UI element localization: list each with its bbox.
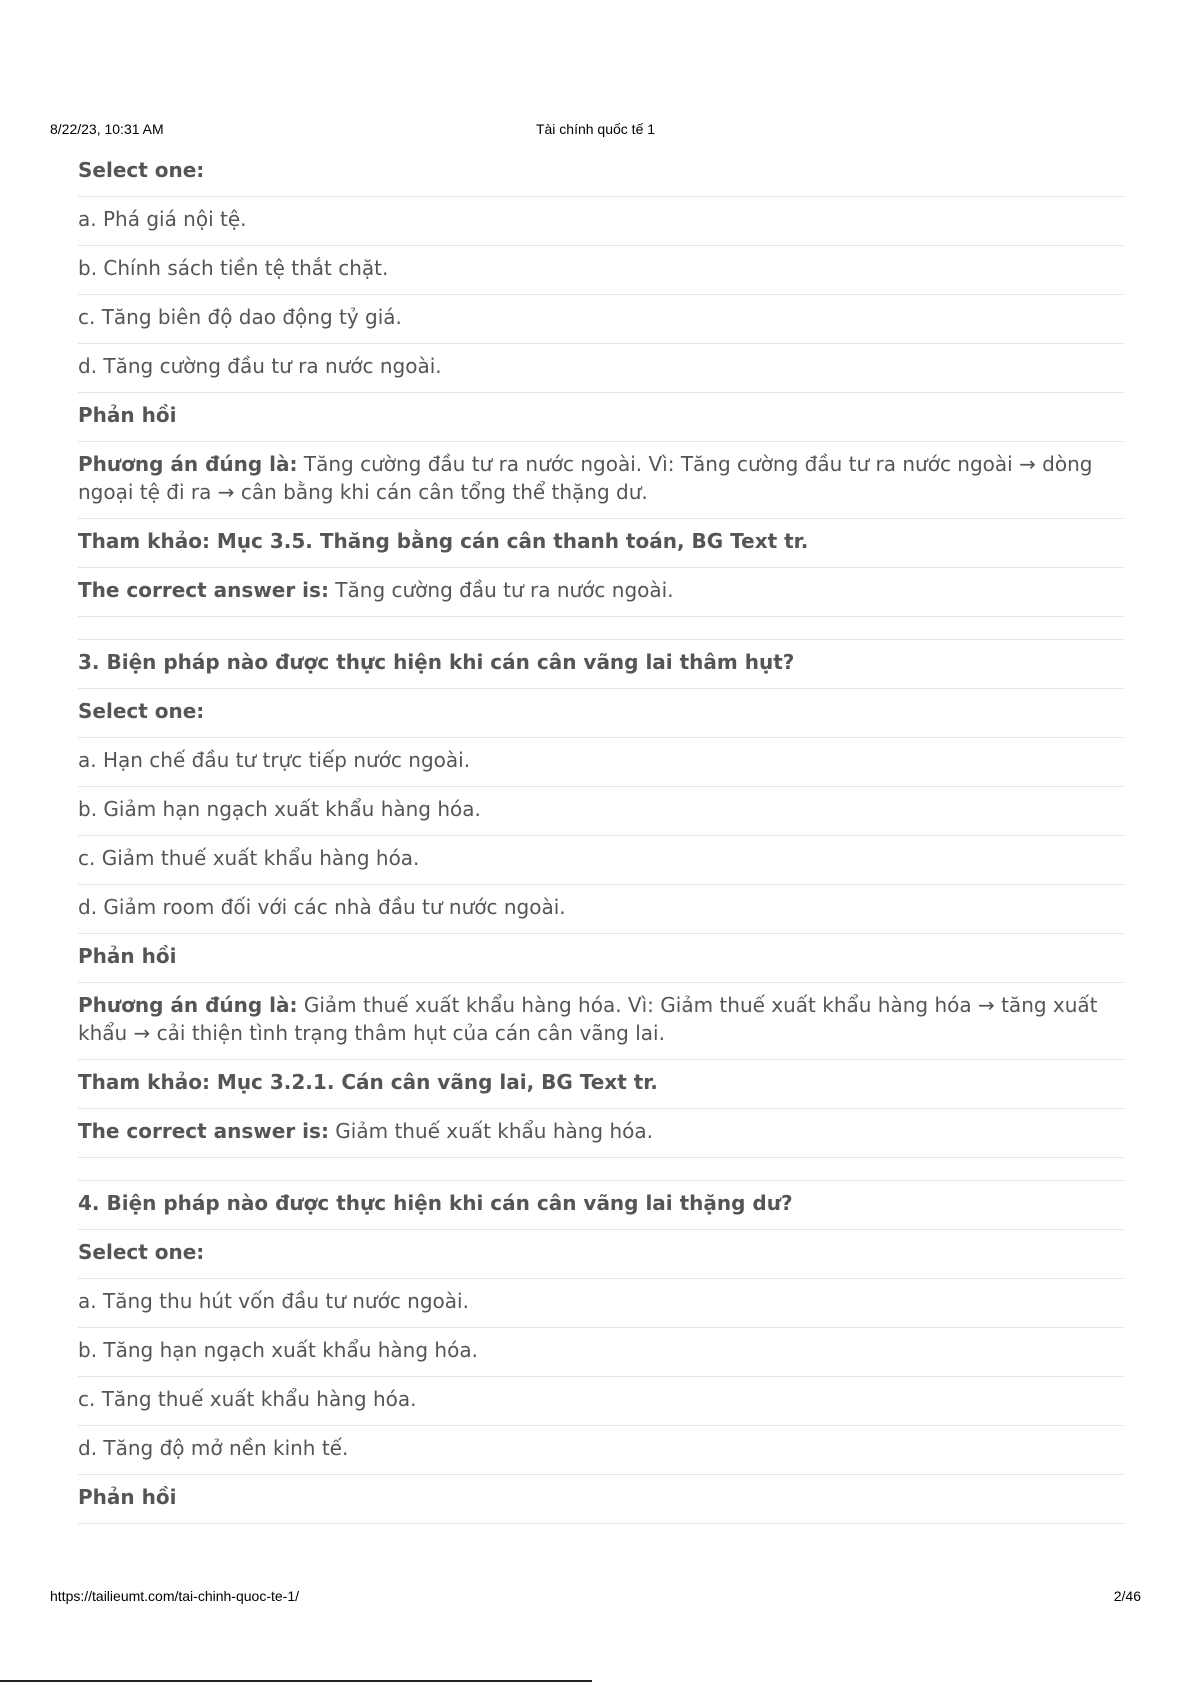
feedback-explanation	[78, 442, 1124, 519]
correct-answer	[78, 568, 1124, 617]
select-one-label: Select one:	[78, 1230, 1124, 1279]
explanation-text: Tăng cường đầu tư ra nước ngoài. Vì: Tăng cường đầu tư ra nước ngoài → dòng ngoại tệ đi ra → cân bằng khi cán cân tổng thể thặng dư.	[78, 452, 1093, 504]
answer-option[interactable]: b. Tăng hạn ngạch xuất khẩu hàng hóa.	[78, 1328, 1124, 1377]
correct-answer-label: The correct answer is:	[78, 578, 329, 602]
correct-answer-label: The correct answer is:	[78, 1119, 329, 1143]
answer-option[interactable]: c. Giảm thuế xuất khẩu hàng hóa.	[78, 836, 1124, 885]
print-url[interactable]: https://tailieumt.com/tai-chinh-quoc-te-1/	[50, 1588, 299, 1604]
quiz-content	[78, 148, 1124, 1524]
answer-option[interactable]: b. Giảm hạn ngạch xuất khẩu hàng hóa.	[78, 787, 1124, 836]
answer-option[interactable]: a. Hạn chế đầu tư trực tiếp nước ngoài.	[78, 738, 1124, 787]
print-header	[50, 121, 1141, 139]
answer-option[interactable]: d. Tăng độ mở nền kinh tế.	[78, 1426, 1124, 1475]
select-one-label: Select one:	[78, 689, 1124, 738]
print-doc-title: Tài chính quốc tế 1	[535, 121, 656, 137]
explanation-text: Giảm thuế xuất khẩu hàng hóa. Vì: Giảm thuế xuất khẩu hàng hóa → tăng xuất khẩu → cải thiện tình trạng thâm hụt của cán cân vãng lai.	[78, 993, 1098, 1045]
select-one-label: Select one:	[78, 148, 1124, 197]
print-page-number: 2/46	[1113, 1588, 1141, 1604]
reference-text: Tham khảo: Mục 3.2.1. Cán cân vãng lai, BG Text tr.	[78, 1060, 1124, 1109]
question-text: 3. Biện pháp nào được thực hiện khi cán cân vãng lai thâm hụt?	[78, 639, 1124, 689]
answer-option[interactable]: c. Tăng thuế xuất khẩu hàng hóa.	[78, 1377, 1124, 1426]
answer-option[interactable]: b. Chính sách tiền tệ thắt chặt.	[78, 246, 1124, 295]
feedback-title: Phản hồi	[78, 934, 1124, 983]
correct-answer-text: Giảm thuế xuất khẩu hàng hóa.	[328, 1119, 653, 1143]
reference-text: Tham khảo: Mục 3.5. Thăng bằng cán cân thanh toán, BG Text tr.	[78, 519, 1124, 568]
page-edge-rule	[0, 1680, 592, 1682]
correct-answer-text: Tăng cường đầu tư ra nước ngoài.	[328, 578, 674, 602]
explanation-label: Phương án đúng là:	[78, 993, 298, 1017]
print-datetime: 8/22/23, 10:31 AM	[50, 121, 164, 137]
print-footer	[50, 1588, 1141, 1606]
feedback-title: Phản hồi	[78, 1475, 1124, 1524]
answer-option[interactable]: d. Tăng cường đầu tư ra nước ngoài.	[78, 344, 1124, 393]
question-text: 4. Biện pháp nào được thực hiện khi cán cân vãng lai thặng dư?	[78, 1180, 1124, 1230]
answer-option[interactable]: d. Giảm room đối với các nhà đầu tư nước ngoài.	[78, 885, 1124, 934]
answer-option[interactable]: c. Tăng biên độ dao động tỷ giá.	[78, 295, 1124, 344]
explanation-label: Phương án đúng là:	[78, 452, 298, 476]
answer-option[interactable]: a. Tăng thu hút vốn đầu tư nước ngoài.	[78, 1279, 1124, 1328]
answer-option[interactable]: a. Phá giá nội tệ.	[78, 197, 1124, 246]
feedback-title: Phản hồi	[78, 393, 1124, 442]
feedback-explanation	[78, 983, 1124, 1060]
correct-answer	[78, 1109, 1124, 1158]
